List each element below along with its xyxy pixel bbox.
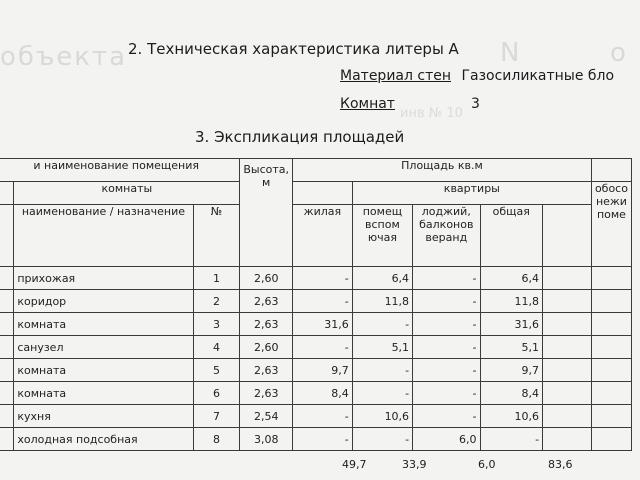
- area-total: 6,4: [480, 267, 543, 290]
- area-living: -: [293, 267, 353, 290]
- wall-material-value: Газосиликатные бло: [461, 68, 615, 84]
- area-aux: 5,1: [352, 336, 412, 359]
- area-aux: -: [352, 313, 412, 336]
- header-rooms: комнаты: [14, 182, 240, 205]
- area-aux: 11,8: [352, 290, 412, 313]
- header-loggia: лоджий, балконов веранд: [413, 205, 480, 267]
- total-area: 83,6: [548, 458, 573, 471]
- area-aux: 10,6: [352, 405, 412, 428]
- room-name: кухня: [14, 405, 193, 428]
- room-height: 2,60: [240, 267, 293, 290]
- area-living: 8,4: [293, 382, 353, 405]
- room-number: 6: [193, 382, 240, 405]
- table-row: [0, 313, 632, 336]
- area-living: -: [293, 290, 353, 313]
- area-total: 8,4: [480, 382, 543, 405]
- area-living: -: [293, 336, 353, 359]
- area-loggia: -: [413, 290, 480, 313]
- room-name: санузел: [14, 336, 193, 359]
- section3-title: 3. Экспликация площадей: [195, 128, 405, 146]
- area-total: 5,1: [480, 336, 543, 359]
- room-name: комната: [14, 382, 193, 405]
- header-area: Площадь кв.м: [293, 159, 592, 182]
- wall-material-row: [340, 68, 614, 84]
- header-aux: помещ вспом ючая: [352, 205, 412, 267]
- area-aux: -: [352, 382, 412, 405]
- area-loggia: -: [413, 267, 480, 290]
- room-number: 4: [193, 336, 240, 359]
- area-living: 9,7: [293, 359, 353, 382]
- header-name: наименование / назначение: [14, 205, 193, 267]
- table-row: [0, 290, 632, 313]
- rooms-count-label: Комнат: [340, 96, 395, 112]
- table-row: [0, 267, 632, 290]
- room-height: 2,63: [240, 290, 293, 313]
- header-height: Высота, м: [240, 159, 293, 267]
- area-total: -: [480, 428, 543, 451]
- room-height: 3,08: [240, 428, 293, 451]
- area-aux: -: [352, 428, 412, 451]
- room-height: 2,60: [240, 336, 293, 359]
- table-row: [0, 336, 632, 359]
- header-blank-2: [0, 205, 14, 267]
- header-blank: [0, 182, 14, 205]
- area-total: 11,8: [480, 290, 543, 313]
- total-living: 49,7: [342, 458, 367, 471]
- header-extra-top: [591, 159, 631, 182]
- area-loggia: 6,0: [413, 428, 480, 451]
- header-area-blank: [293, 182, 353, 205]
- table-row: [0, 359, 632, 382]
- area-loggia: -: [413, 405, 480, 428]
- room-height: 2,63: [240, 359, 293, 382]
- area-living: 31,6: [293, 313, 353, 336]
- room-name: коридор: [14, 290, 193, 313]
- room-number: 7: [193, 405, 240, 428]
- area-total: 9,7: [480, 359, 543, 382]
- wall-material-label: Материал стен: [340, 68, 452, 84]
- area-loggia: -: [413, 382, 480, 405]
- ghost-word-1: объекта: [0, 42, 128, 72]
- room-number: 8: [193, 428, 240, 451]
- header-room-name-group: и наименование помещения: [0, 159, 240, 182]
- room-number: 5: [193, 359, 240, 382]
- area-living: -: [293, 405, 353, 428]
- area-living: -: [293, 428, 353, 451]
- header-extra: обосо нежи поме: [591, 182, 631, 267]
- table-row: [0, 428, 632, 451]
- room-number: 1: [193, 267, 240, 290]
- room-height: 2,63: [240, 313, 293, 336]
- area-total: 10,6: [480, 405, 543, 428]
- total-loggia: 6,0: [478, 458, 496, 471]
- room-name: холодная подсобная: [14, 428, 193, 451]
- room-name: прихожая: [14, 267, 193, 290]
- area-loggia: -: [413, 336, 480, 359]
- table-row: [0, 382, 632, 405]
- room-name: комната: [14, 359, 193, 382]
- rooms-count-value: 3: [471, 96, 480, 112]
- header-number: №: [193, 205, 240, 267]
- section2-title: 2. Техническая характеристика литеры А: [128, 40, 459, 58]
- explication-table: [0, 158, 632, 451]
- room-number: 3: [193, 313, 240, 336]
- room-height: 2,63: [240, 382, 293, 405]
- ghost-word-2: N: [500, 38, 522, 68]
- ghost-word-3: о: [610, 38, 628, 68]
- area-loggia: -: [413, 359, 480, 382]
- area-aux: -: [352, 359, 412, 382]
- area-aux: 6,4: [352, 267, 412, 290]
- header-apartment: квартиры: [352, 182, 591, 205]
- table-row: [0, 405, 632, 428]
- rooms-count-row: [340, 96, 480, 112]
- room-name: комната: [14, 313, 193, 336]
- total-aux: 33,9: [402, 458, 427, 471]
- header-total: общая: [480, 205, 543, 267]
- ghost-inventory-text: инв № 10: [400, 106, 463, 121]
- room-height: 2,54: [240, 405, 293, 428]
- area-loggia: -: [413, 313, 480, 336]
- header-living: жилая: [293, 205, 353, 267]
- room-number: 2: [193, 290, 240, 313]
- area-total: 31,6: [480, 313, 543, 336]
